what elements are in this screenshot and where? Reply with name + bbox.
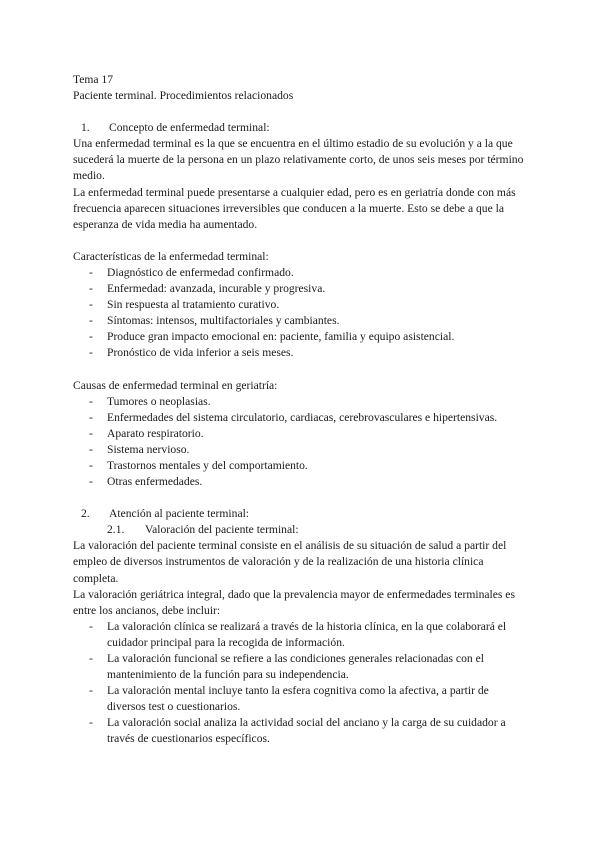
section-1-paragraph-2: La enfermedad terminal puede presentarse a cualquier edad, pero es en geriatría donde con más frecuencia aparecen situaciones irreversibles que conducen a la muerte. Esto se debe a que la esperanza de vida media ha aumentado. <box>73 185 516 231</box>
list-item: - Enfermedades del sistema circulatorio, cardiacas, cerebrovasculares e hipertensivas. <box>89 410 498 424</box>
list-item: - Pronóstico de vida inferior a seis meses. <box>89 346 294 360</box>
list-item: - Sin respuesta al tratamiento curativo. <box>89 298 280 312</box>
topic-heading: Tema 17 <box>73 73 114 86</box>
subsection-2-1-heading <box>73 522 528 538</box>
list-item: - Enfermedad: avanzada, incurable y progresiva. <box>89 282 326 296</box>
list-item: - Tumores o neoplasias. <box>89 394 211 408</box>
list-item: - Trastornos mentales y del comportamiento. <box>89 458 308 472</box>
list-item: - La valoración social analiza la actividad social del anciano y la carga de su cuidador a través de cuestionarios específicos. <box>89 716 506 746</box>
section-1-heading <box>73 120 528 136</box>
section-2-paragraph-1: La valoración del paciente terminal consiste en el análisis de su situación de salud a partir del empleo de diversos instrumentos de valoración y de la realización de una historia clínica completa. <box>73 539 507 585</box>
list-item: - Diagnóstico de enfermedad confirmado. <box>89 265 294 279</box>
subsection-2-1-title: Valoración del paciente terminal: <box>145 523 299 537</box>
list-item: - Síntomas: intensos, multifactoriales y cambiantes. <box>89 314 340 328</box>
section-2-paragraph-2: La valoración geriátrica integral, dado que la prevalencia mayor de enfermedades terminales es entre los ancianos, debe incluir: <box>73 587 515 617</box>
section-2-title: Atención al paciente terminal: <box>109 507 250 521</box>
section-2-number: 2. <box>81 507 90 521</box>
section-1-number: 1. <box>81 121 90 135</box>
section-2-heading <box>73 506 528 522</box>
causes-list <box>73 394 528 491</box>
list-item: - Produce gran impacto emocional en: paciente, familia y equipo asistencial. <box>89 330 455 344</box>
document-subtitle: Paciente terminal. Procedimientos relacionados <box>73 89 294 103</box>
subsection-2-1-number: 2.1. <box>107 523 125 537</box>
list-item: - La valoración mental incluye tanto la esfera cognitiva como la afectiva, a partir de diversos test o cuestionarios. <box>89 684 489 714</box>
list-item: - Otras enfermedades. <box>89 475 203 489</box>
causes-heading: Causas de enfermedad terminal en geriatría: <box>73 378 278 392</box>
document-page <box>73 72 528 748</box>
list-item: - Aparato respiratorio. <box>89 426 204 440</box>
section-1-title: Concepto de enfermedad terminal: <box>109 121 270 135</box>
list-item: - La valoración clínica se realizará a través de la historia clínica, en la que colaborará el cuidador principal para la recogida de información. <box>89 619 507 649</box>
characteristics-list <box>73 265 528 362</box>
list-item: - La valoración funcional se refiere a las condiciones generales relacionadas con el mantenimiento de la función para su independencia. <box>89 652 484 682</box>
section-1-paragraph-1: Una enfermedad terminal es la que se encuentra en el último estadio de su evolución y a la que sucederá la muerte de la persona en un plazo relativamente corto, de unos seis meses por término medio. <box>73 137 524 183</box>
list-item: - Sistema nervioso. <box>89 442 190 456</box>
characteristics-heading: Características de la enfermedad terminal: <box>73 249 269 263</box>
assessment-list <box>73 619 528 748</box>
